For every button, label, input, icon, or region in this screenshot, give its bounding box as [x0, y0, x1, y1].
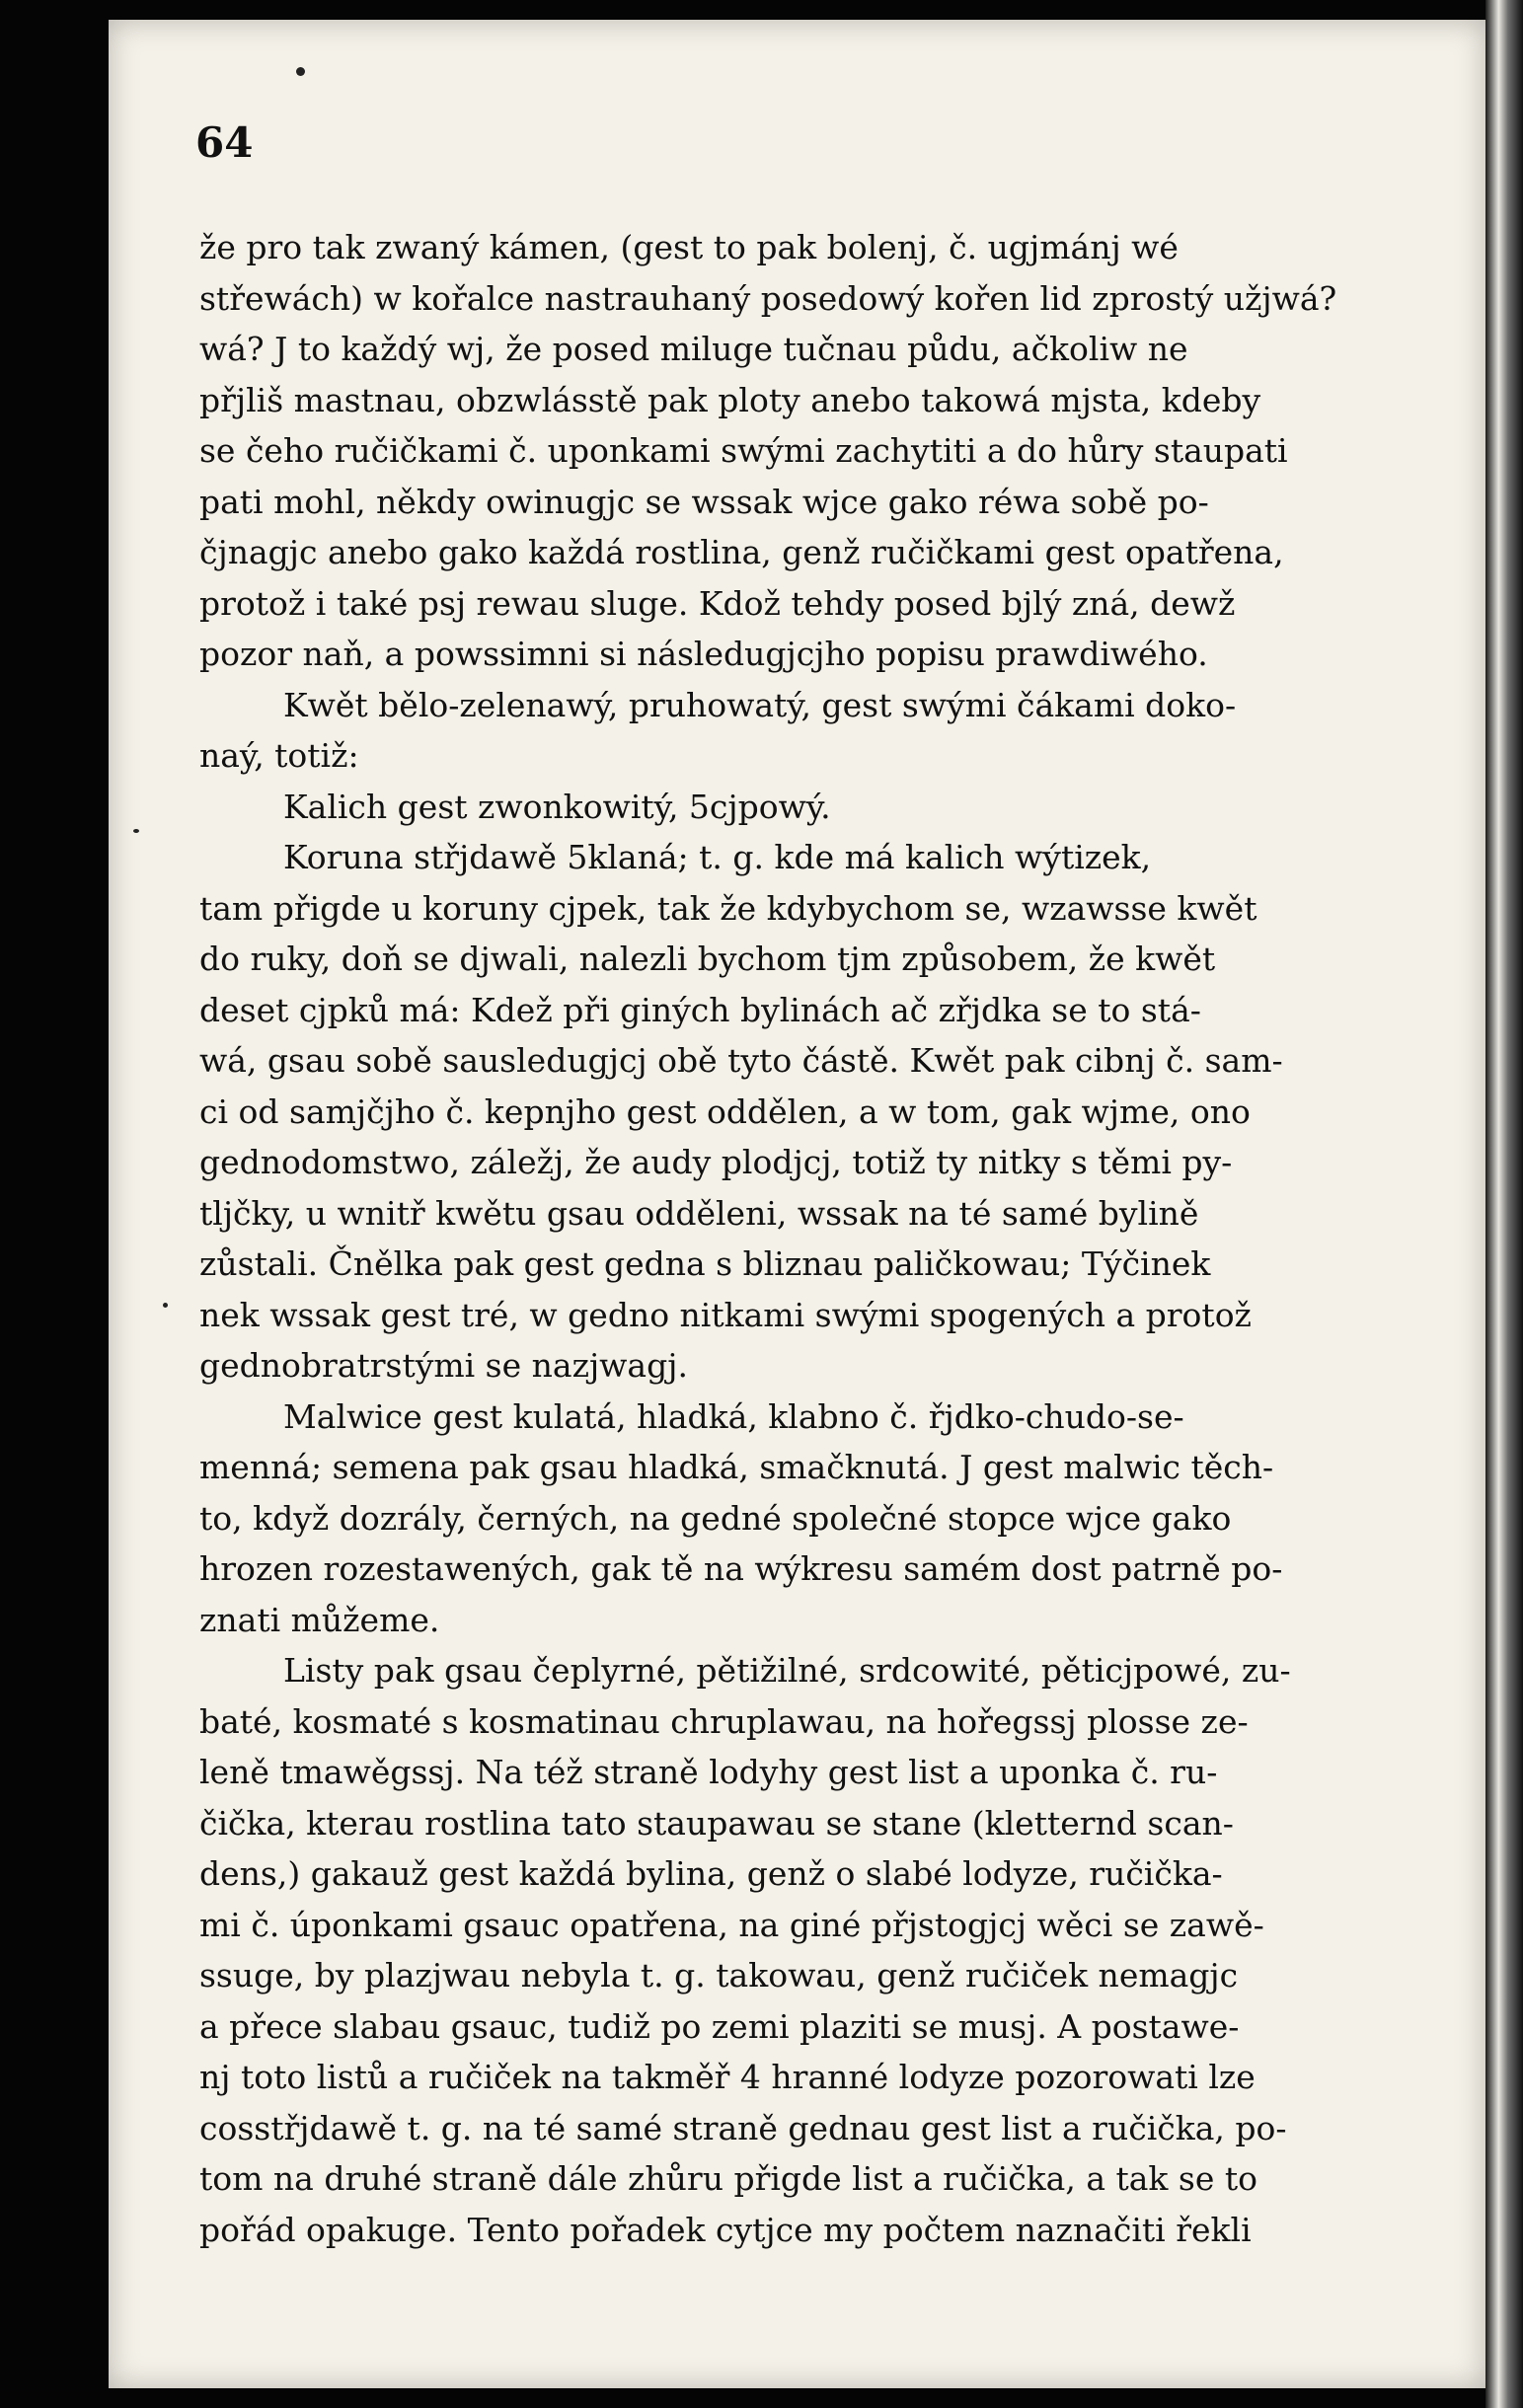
text-line: pozor naň, a powssimni si následugjcjho popisu prawdiwého.: [199, 635, 1208, 673]
text-line: a přece slabau gsauc, tudiž po zemi plaziti se musj. A postawe-: [199, 2006, 1240, 2046]
text-line: mi č. úponkami gsauc opatřena, na giné přjstogjcj wěci se zawě-: [199, 1905, 1264, 1944]
text-line: wá, gsau sobě sausledugjcj obě tyto částě. Kwět pak cibnj č. sam-: [199, 1041, 1283, 1080]
text-line: čjnagjc anebo gako každá rostlina, genž ručičkami gest opatřena,: [199, 533, 1284, 571]
ink-speck: [163, 1303, 168, 1308]
text-line: Kwět bělo-zelenawý, pruhowatý, gest swými čákami doko-: [283, 685, 1237, 724]
text-line: dens,) gakauž gest každá bylina, genž o slabé lodyze, ručička-: [199, 1854, 1223, 1893]
page-number: 64: [195, 118, 254, 167]
text-line: znati můžeme.: [199, 1600, 440, 1639]
text-line: cosstřjdawě t. g. na té samé straně gednau gest list a ručička, po-: [199, 2108, 1287, 2147]
text-line: menná; semena pak gsau hladká, smačknutá. J gest malwic těch-: [199, 1448, 1274, 1486]
text-line: Malwice gest kulatá, hladká, klabno č. řjdko-chudo-se-: [283, 1396, 1184, 1436]
text-line: tljčky, u wnitř kwětu gsau odděleni, wssak na té samé bylině: [199, 1193, 1199, 1233]
text-line: pořád opakuge. Tento pořadek cytjce my počtem naznačiti řekli: [199, 2210, 1252, 2249]
book-page: [109, 20, 1485, 2388]
adjacent-page-edge: [1485, 0, 1523, 2408]
text-line: do ruky, doň se djwali, nalezli bychom tjm způsobem, že kwět: [199, 940, 1216, 978]
text-line: Koruna střjdawě 5klaná; t. g. kde má kalich wýtizek,: [283, 838, 1152, 876]
text-line: ci od samjčjho č. kepnjho gest oddělen, a w tom, gak wjme, ono: [199, 1091, 1251, 1131]
text-line: nj toto listů a ručiček na takměř 4 hranné lodyze pozorowati lze: [199, 2058, 1256, 2096]
text-line: wá? J to každý wj, že posed miluge tučnau půdu, ačkoliw ne: [199, 330, 1188, 368]
ink-speck: [133, 829, 139, 833]
text-line: střewách) w kořalce nastrauhaný posedowý kořen lid zprostý užjwá?: [199, 278, 1337, 318]
text-line: že pro tak zwaný kámen, (gest to pak bolenj, č. ugjmánj wé: [199, 228, 1179, 266]
text-line: přjliš mastnau, obzwlásstě pak ploty anebo takowá mjsta, kdeby: [199, 380, 1261, 419]
text-line: hrozen rozestawených, gak tě na wýkresu samém dost patrně po-: [199, 1549, 1283, 1588]
text-line: nek wssak gest tré, w gedno nitkami swými spogených a protož: [199, 1295, 1252, 1334]
text-line: protož i také psj rewau sluge. Kdož tehdy posed bjlý zná, dewž: [199, 583, 1236, 623]
text-line: Listy pak gsau čeplyrné, pětižilné, srdcowité, pěticjpowé, zu-: [283, 1651, 1291, 1690]
text-line: se čeho ručičkami č. uponkami swými zachytiti a do hůry staupati: [199, 431, 1288, 470]
text-line: Kalich gest zwonkowitý, 5cjpowý.: [283, 787, 831, 826]
text-line: ssuge, by plazjwau nebyla t. g. takowau, genž ručiček nemagjc: [199, 1956, 1239, 1994]
text-line: čička, kterau rostlina tato staupawau se stane (kletternd scan-: [199, 1803, 1234, 1843]
text-line: zůstali. Čnělka pak gest gedna s bliznau paličkowau; Týčinek: [199, 1244, 1211, 1283]
ink-speck: [296, 67, 305, 76]
body-text: [199, 222, 1463, 2255]
text-line: to, když dozrály, černých, na gedné společné stopce wjce gako: [199, 1498, 1232, 1538]
text-line: gednobratrstými se nazjwagj.: [199, 1346, 688, 1385]
text-line: tom na druhé straně dále zhůru přigde list a ručička, a tak se to: [199, 2159, 1258, 2198]
text-line: naý, totiž:: [199, 736, 359, 775]
text-line: leně tmawěgssj. Na též straně lodyhy gest list a uponka č. ru-: [199, 1753, 1218, 1791]
text-line: baté, kosmaté s kosmatinau chruplawau, na hořegssj plosse ze-: [199, 1701, 1249, 1741]
text-line: deset cjpků má: Kdež při giných bylinách ač zřjdka se to stá-: [199, 990, 1201, 1029]
text-line: pati mohl, někdy owinugjc se wssak wjce gako réwa sobě po-: [199, 482, 1209, 521]
text-line: gednodomstwo, záležj, že audy plodjcj, totiž ty nitky s těmi py-: [199, 1143, 1233, 1181]
text-line: tam přigde u koruny cjpek, tak že kdybychom se, wzawsse kwět: [199, 888, 1257, 928]
